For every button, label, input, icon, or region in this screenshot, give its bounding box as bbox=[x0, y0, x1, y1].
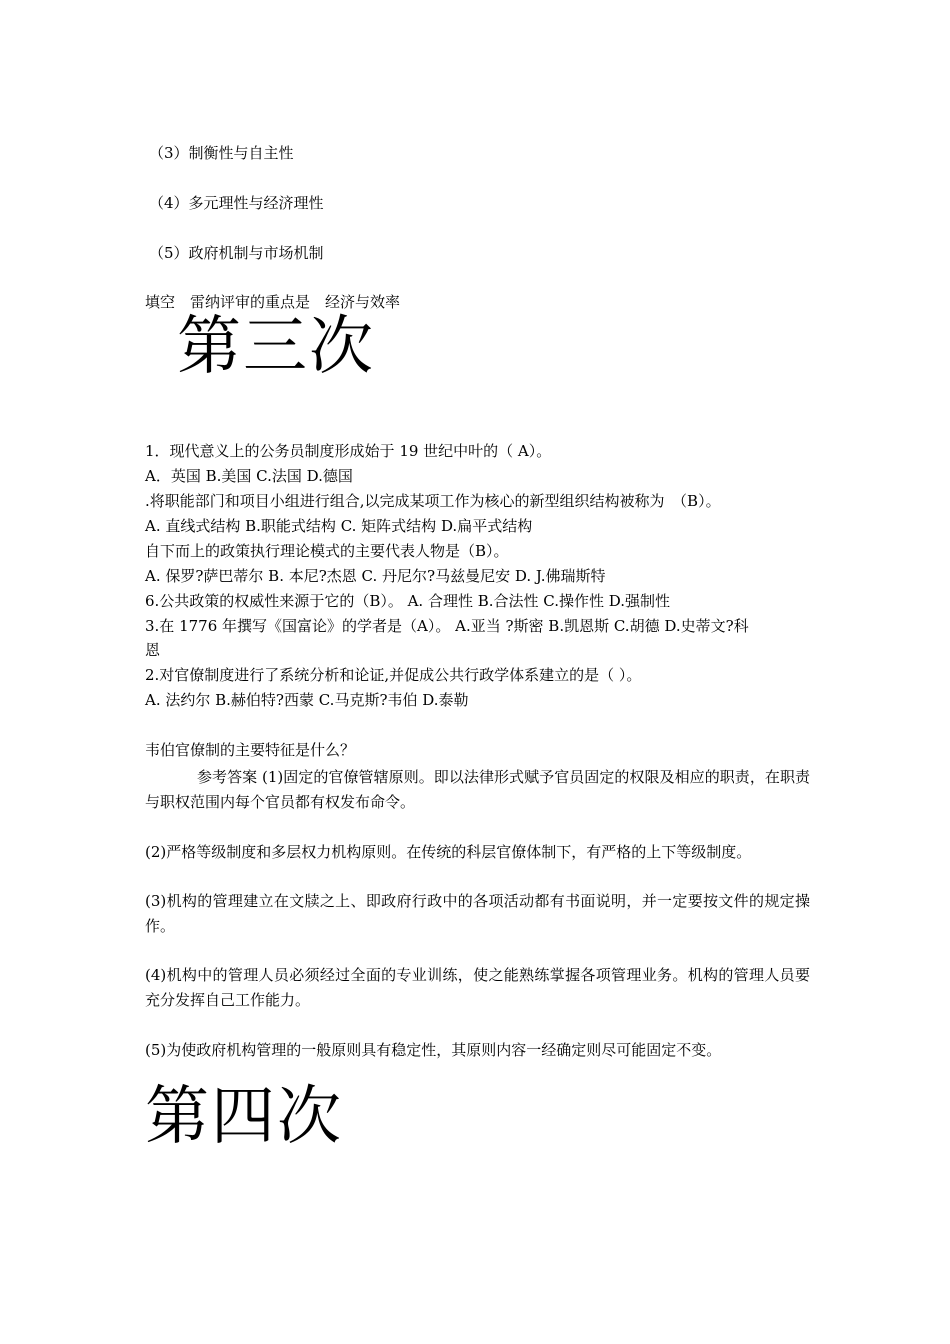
fill-blank-line: 填空 雷纳评审的重点是 经济与效率 bbox=[145, 293, 401, 311]
question-line: .将职能部门和项目小组进行组合,以完成某项工作为核心的新型组织结构被称为 （B）。 bbox=[145, 492, 721, 510]
question-line: 2.对官僚制度进行了系统分析和论证,并促成公共行政学体系建立的是（ ）。 bbox=[145, 666, 642, 684]
answer-paragraph: (5)为使政府机构管理的一般原则具有稳定性，其原则内容一经确定则尽可能固定不变。 bbox=[145, 1041, 722, 1059]
question-line: A. 直线式结构 B.职能式结构 C. 矩阵式结构 D.扁平式结构 bbox=[145, 517, 533, 535]
answer-paragraph: (2)严格等级制度和多层权力机构原则。在传统的科层官僚体制下，有严格的上下等级制度。 bbox=[145, 843, 752, 861]
answer-paragraph: 参考答案 (1)固定的官僚管辖原则。即以法律形式赋予官员固定的权限及相应的职责，在职责与职权范围内每个官员都有权发布命令。 bbox=[145, 768, 810, 811]
list-item: （3）制衡性与自主性 bbox=[149, 144, 294, 162]
list-item: （4）多元理性与经济理性 bbox=[149, 194, 324, 212]
weber-question: 韦伯官僚制的主要特征是什么？ bbox=[145, 741, 356, 759]
section-heading-fourth: 第四次 bbox=[145, 1080, 343, 1154]
question-line: 1．现代意义上的公务员制度形成始于 19 世纪中叶的（ A）。 bbox=[145, 442, 552, 460]
list-item: （5）政府机制与市场机制 bbox=[149, 244, 324, 262]
question-line: A．英国 B.美国 C.法国 D.德国 bbox=[145, 467, 353, 485]
question-line: A. 法约尔 B.赫伯特?西蒙 C.马克斯?韦伯 D.泰勒 bbox=[145, 691, 469, 709]
question-line: 恩 bbox=[145, 641, 161, 659]
question-line: 3.在 1776 年撰写《国富论》的学者是（A）。 A.亚当 ?斯密 B.凯恩斯 C.胡德 D.史蒂文?科 bbox=[145, 617, 749, 635]
question-line: 自下而上的政策执行理论模式的主要代表人物是（B）。 bbox=[145, 542, 509, 560]
section-heading-third: 第三次 bbox=[177, 310, 375, 384]
answer-paragraph: (4)机构中的管理人员必须经过全面的专业训练，使之能熟练掌握各项管理业务。机构的管理人员要充分发挥自己工作能力。 bbox=[145, 966, 810, 1009]
question-line: A. 保罗?萨巴蒂尔 B. 本尼?杰恩 C. 丹尼尔?马兹曼尼安 D. J.佛瑞斯特 bbox=[145, 567, 606, 585]
question-line: 6.公共政策的权威性来源于它的（B）。 A. 合理性 B.合法性 C.操作性 D.强制性 bbox=[145, 592, 671, 610]
answer-paragraph: (3)机构的管理建立在文牍之上、即政府行政中的各项活动都有书面说明，并一定要按文件的规定操作。 bbox=[145, 892, 810, 935]
